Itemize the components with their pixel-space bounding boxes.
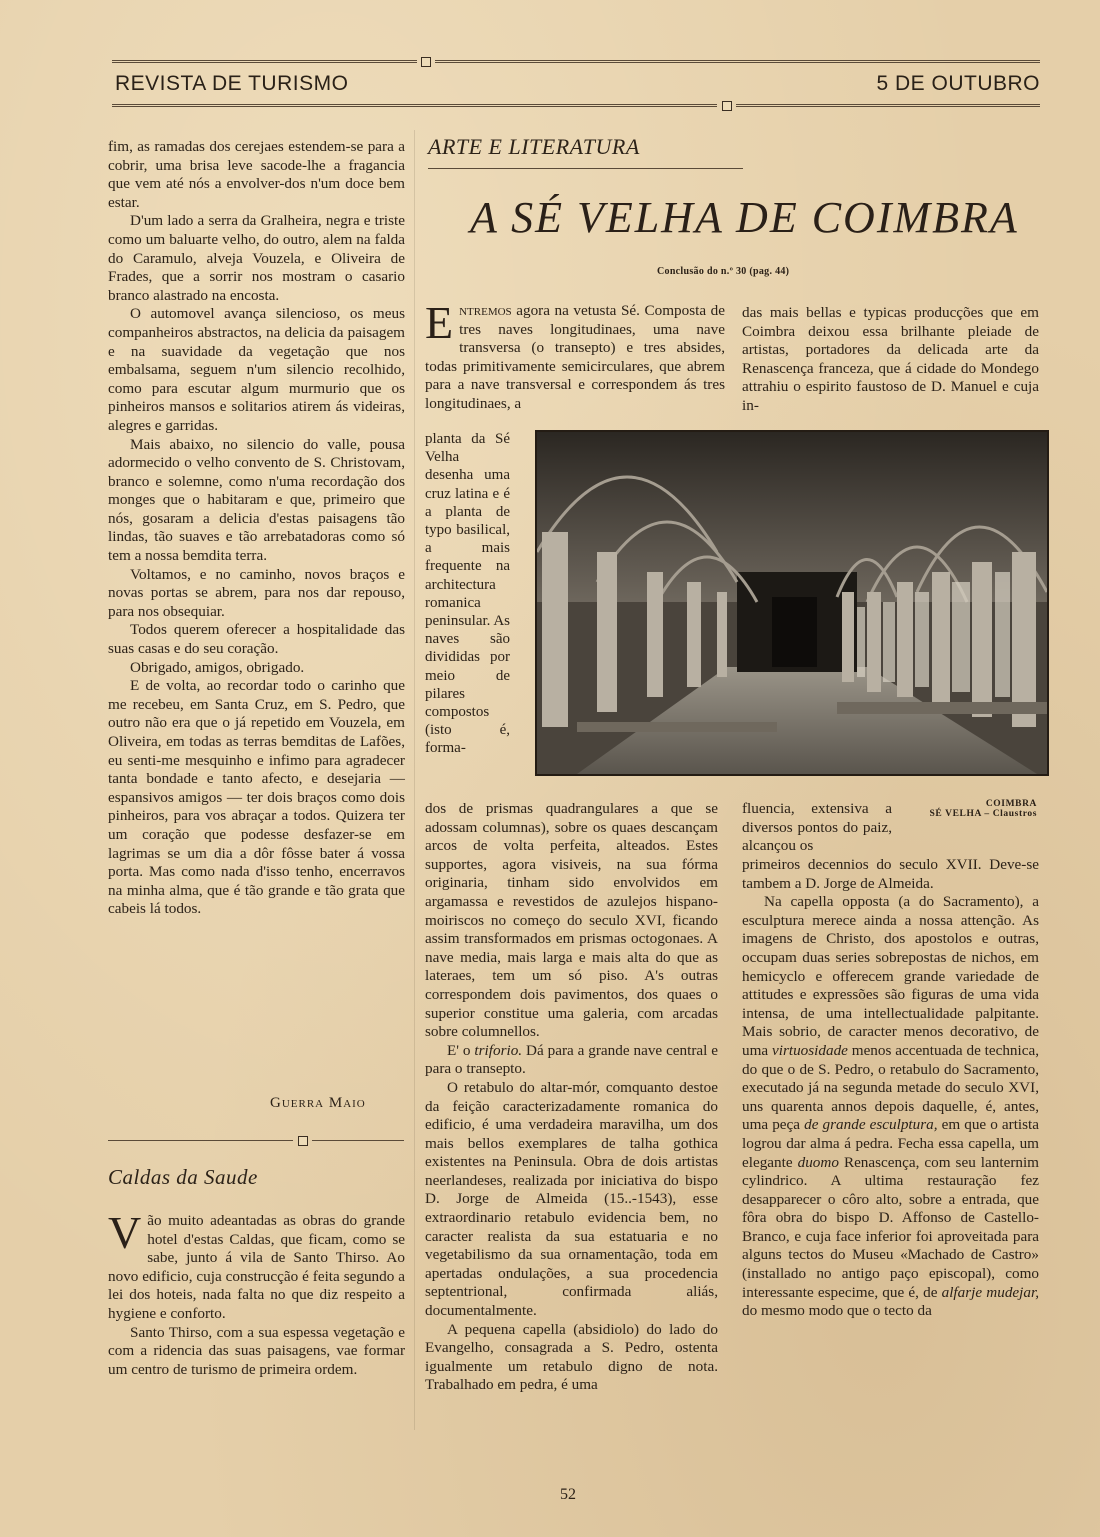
- article-right-top: [742, 304, 1039, 416]
- virtuosidade-word: virtuosidade: [771, 1041, 848, 1059]
- right-para-d: Renascença, com seu lanternim cylindrico. A ultima restauração fez desapparecer o côro alto, sobre a entrada, que fôra obra do bispo D. Affonso de Castello-Branco, e cuja face inferior foi aproveitada para alguns tectos do Museu «Machado de Castro» (installado no antigo paço episcopal), como interessante especime, que é, de: [742, 1153, 1039, 1301]
- header-ornament: [421, 57, 431, 67]
- paragraph: O automovel avança silencioso, os meus companheiros abstractos, na delicia da paisagem e na suavidade da vegetação que nos embalsama, seguem n'um silencio recolhido, como para escutar algum murmurio que os pinheiros mansos e solitarios atirem ás videiras, alegres e garridas.: [108, 305, 405, 434]
- separator-right: [312, 1140, 404, 1141]
- paragraph: dos de prismas quadrangulares a que se adossam columnas), sobre os quaes descançam arcos de volta perfeita, alteados. Estes supportes, agora visiveis, na sua fórma originaria, tinham sido envolvidos em argamassa e revestidos de azulejos hispano-moiriscos no começo do seculo XVI, ficando assim transformados em prismas octogonaes. A nave media, mais larga e mais alta do que as lateraes, tem um só piso. A's outras correspondem dois pavimentos, dos quaes o superior constitue uma galeria, com arcadas sobre columnellos.: [425, 800, 718, 1041]
- paragraph: das mais bellas e typicas producções que em Coimbra deixou essa brilhante pleiade de artistas, portadores da delicada arte da Renascença franceza, que á cidade do Mondego attrahiu o espirito faustoso de D. Manuel e cuja in-: [742, 304, 1039, 414]
- paragraph: A pequena capella (absidiolo) do lado do Evangelho, consagrada a S. Pedro, ostenta igualmente um retabulo digno de nota. Trabalhado em pedra, é uma: [425, 1320, 718, 1394]
- header-bottom-rule-right: [736, 104, 1040, 107]
- separator-left: [108, 1140, 293, 1141]
- dropcap: V: [108, 1207, 142, 1258]
- paragraph: fim, as ramadas dos cerejaes estendem-se para a cobrir, uma brisa leve sacode-lhe a fragancia que vem até nós a envolver-dos n'um doce bem estar.: [108, 138, 405, 211]
- page-number: 52: [560, 1486, 576, 1503]
- running-title: REVISTA DE TURISMO: [115, 72, 349, 95]
- paragraph: D'um lado a serra da Gralheira, negra e triste como um baluarte velho, do outro, alem na falda do Caramulo, alveja Vouzela, e Oliveira de Frades, que a sorrir nos mostram o casario branco alastrado na encosta.: [108, 212, 405, 304]
- header-bottom-rule-left: [112, 104, 717, 107]
- author-signature: Guerra Maio: [270, 1095, 366, 1111]
- header-bottom-ornament: [722, 101, 732, 111]
- cloister-illustration: [537, 432, 1047, 774]
- alfarje-word: alfarje mudejar,: [941, 1283, 1040, 1301]
- right-para-c: em que o artista logrou dar alma á pedra. Fecha essa capella, um elegante: [742, 1116, 1040, 1171]
- paragraph: O retabulo do altar-mór, comquanto destoe da feição caracterizadamente romanica do edificio, é uma verdadeira maravilha, um dos mais bellos exemplares de talha gothica existentes na Peninsula. Obra de dois artistas neerlandeses, realizada por iniciativa do bispo D. Jorge de Almeida (15..-1543), esse extraordinario retabulo evidencia bem, no caracter realista da sua estatuaria e no vegetabilismo da sua ornamentação, toda em apertadas ondulações, a sua procedencia septentrional, confirmada aliás, documentalmente.: [425, 1078, 718, 1320]
- caldas-paragraph-2: Santo Thirso, com a sua espessa vegetação e com a ridencia das suas paisagens, vae formar um centro de turismo de primeira ordem.: [108, 1323, 405, 1378]
- paragraph: fluencia, extensiva a diversos pontos do paiz, alcançou os: [742, 800, 892, 855]
- article-intro: [425, 297, 726, 414]
- article-right-narrow: [742, 800, 892, 856]
- paragraph: planta da Sé Velha desenha uma cruz latina e é a planta de typo basilical, a mais frequente na architectura romanica peninsular. As naves são divididas por meio de pilares compostos (isto é, forma-: [425, 431, 510, 757]
- triforio-post: Dá para a grande nave central e para o transepto.: [425, 1041, 719, 1078]
- paragraph: E de volta, ao recordar todo o carinho que me recebeu, em Santa Cruz, em S. Pedro, que outro não era que o já repetido em Vouzela, em Oliveira, em todas as terras bemditas de Lafões, eu senti-me mesquinho e infimo para agradecer tanta bondade e tanto afecto, e desejaria — espansivos amigos — ter dois braços como dois pinheiros, para vos abraçar a todos. Quizera ter um coração que podesse desfazer-se em lagrimas se um dia a dôr fôsse bater á vossa porta. Mas como nada d'isso tenho, encerravos na minha alma, que é tão grande e tão grata que cabeis lá todos.: [108, 677, 405, 918]
- section-heading: ARTE E LITERATURA: [428, 134, 640, 159]
- caption-line-2: SÉ VELHA – Claustros: [929, 809, 1037, 819]
- section-rule: [428, 168, 743, 169]
- paragraph: primeiros decennios do seculo XVII. Deve-se tambem a D. Jorge de Almeida.: [742, 856, 1039, 892]
- left-column-text: [108, 138, 405, 919]
- grande-esculptura-word: de grande esculptura,: [804, 1116, 938, 1134]
- cloister-photo: [535, 430, 1049, 776]
- header-rule-left: [112, 60, 417, 63]
- article-right-column: [742, 856, 1039, 1321]
- right-para-a: Na capella opposta (a do Sacramento), a esculptura merece ainda a nossa attenção. As imagens de Christo, dos apostolos e outras, occupam duas series sobrepostas de nichos, em hemicyclo e offerecem grande variedade de attitudes e expressões são figuras de uma vida intensa, de uma intellectualidade palpitante. Mais sobrio, de caracter menos decorativo, de uma: [742, 893, 1039, 1059]
- duomo-word: duomo: [797, 1153, 839, 1171]
- paragraph: Obrigado, amigos, obrigado.: [130, 658, 305, 676]
- caldas-text: [108, 1207, 405, 1379]
- paragraph: Mais abaixo, no silencio do valle, pousa adormecido o velho convento de S. Christovam, branco e solemne, como n'uma recordação dos monges que o habitaram e que, primeiro que nós, gosaram a delicia d'estas paisagens tão lindas, tão suaves e tão arrebatadoras como só tem a nossa bemdita terra.: [108, 435, 405, 565]
- article-title: A SÉ VELHA DE COIMBRA: [470, 193, 1019, 242]
- column-divider: [414, 130, 415, 1430]
- article-middle-column: [425, 800, 718, 1395]
- paragraph: Todos querem oferecer a hospitalidade das suas casas e do seu coração.: [108, 621, 405, 658]
- triforio-pre: E' o: [447, 1041, 471, 1059]
- right-para-e: do mesmo modo que o tecto da: [742, 1302, 932, 1320]
- continuation-note: Conclusão do n.º 30 (pag. 44): [657, 266, 790, 277]
- triforio-word: triforio.: [474, 1041, 523, 1059]
- intro-text: agora na vetusta Sé. Composta de tres naves longitudinaes, uma nave transversa (o transepto) e tres absides, todas primitivamente semicirculares, que abrem para a nave transversal e correspondem ás tres longitudinaes, a: [425, 302, 726, 412]
- header-rule-right: [435, 60, 1040, 63]
- caption-line-1: COIMBRA: [985, 799, 1037, 809]
- paragraph: Voltamos, e no caminho, novos braços e novas portas se abrem, para nos dar repouso, para nos obsequiar.: [108, 565, 405, 620]
- caldas-paragraph-1: ão muito adeantadas as obras do grande hotel d'estas Caldas, que ficam, como se sabe, junto á vila de Santo Thirso. Ao novo edificio, cuja construcção é feita segundo a lei dos hoteis, nada falta no que diz respeito a hygiene e conforto.: [108, 1212, 405, 1322]
- caldas-title: Caldas da Saude: [108, 1165, 258, 1189]
- photo-caption: [900, 799, 1037, 819]
- separator-ornament: [298, 1136, 308, 1146]
- right-para-b: menos accentuada de technica, do que o de S. Pedro, o retabulo do Sacramento, executado já na segunda metade do seculo XVI, uns quarenta annos depois daquelle, é, antes, uma peça: [742, 1041, 1040, 1134]
- issue-date: 5 DE OUTUBRO: [876, 72, 1040, 95]
- narrow-column-text: [425, 430, 510, 758]
- intro-smallcaps: ntremos: [459, 302, 512, 319]
- dropcap: E: [425, 297, 454, 348]
